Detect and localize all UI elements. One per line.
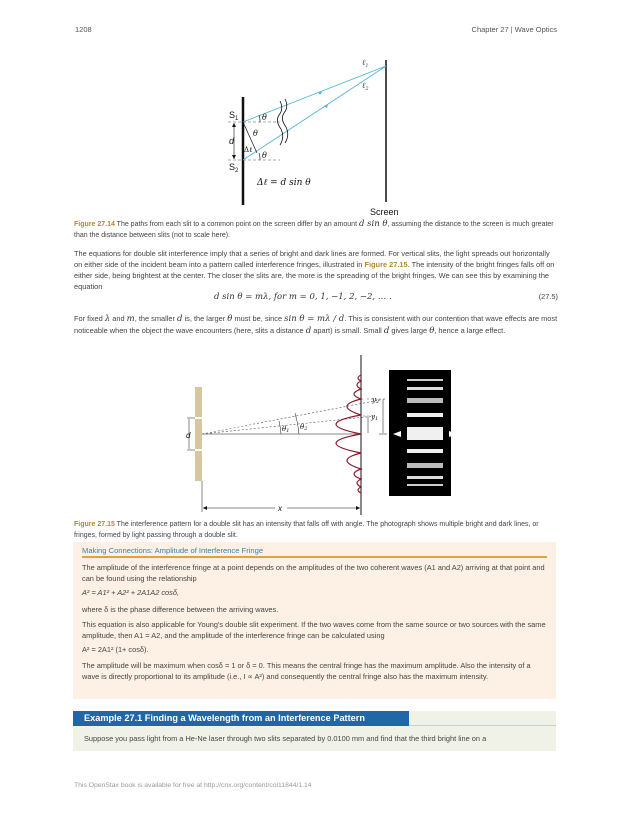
title-rule <box>82 556 547 558</box>
chapter-title: Chapter 27 | Wave Optics <box>471 25 557 34</box>
box-paragraph-1: The amplitude of the interference fringe at a point depends on the amplitudes of the two coherent waves (A1 and A2) arriving at that point and can be found using the relationship <box>82 563 545 583</box>
figure-27-14-diagram <box>200 52 430 217</box>
label-s1: $S_1$ <box>229 110 239 122</box>
paragraph-interference: The equations for double slit interference imply that a series of bright and dark lines are formed. For vertical slits, the light spreads out horizontally on either side of the incident beam into a pattern called interference fringes, illustrated in Figure 27.15. The intensity of the bright fringes falls off on either side, being brightest at the center. The closer the slits are, the more is the spreading of the bright fringes. We can see this by examining the equation <box>74 249 555 291</box>
paragraph-fixed-lambda: For fixed λ and m, the smaller d is, the larger θ must be, since sin θ = mλ / d. This is consistent with our contention that wave effects are most noticeable when the object the wave encounters (here, slits a distance d apart) is small. Small d gives large θ, hence a large effect. <box>74 314 558 336</box>
figure-27-15-caption: Figure 27.15 The interference pattern for a double slit has an intensity that falls off with angle. The photograph shows multiple bright and dark lines, or fringes, formed by light passing through a double slit. <box>74 521 539 539</box>
example-title: Example 27.1 Finding a Wavelength from an Interference Pattern <box>73 711 409 726</box>
figure-label: Figure 27.14 <box>74 221 115 228</box>
equation-label: Δℓ = d sin θ <box>257 178 311 188</box>
making-connections-title: Making Connections: Amplitude of Interference Fringe <box>82 546 264 555</box>
svg-text:θ1: θ1 <box>282 425 290 434</box>
equation-number: (27.5) <box>538 292 558 301</box>
fringe-photograph <box>389 370 457 496</box>
example-title-rule <box>409 725 556 726</box>
page-number: 1208 <box>75 25 92 34</box>
equation-27-5: d sin θ = mλ, for m = 0, 1, −1, 2, −2, … . (27.5) <box>214 292 558 302</box>
equation-equal-amplitude: A² = 2A1² (1+ cosδ). <box>82 645 149 654</box>
slit-plate-middle <box>195 419 202 449</box>
label-s2: $S_2$ <box>229 162 239 174</box>
example-27-1 <box>73 711 556 751</box>
svg-text:ℓ2: ℓ$_2$ <box>362 81 369 92</box>
making-connections-box <box>73 542 556 699</box>
box-paragraph-3: This equation is also applicable for Young's double slit experiment. If the two waves come from the same source or two sources with the same amplitude, then A1 = A2, and the amplitude of the interference fringe can be calculated using <box>82 620 546 640</box>
label-screen: Screen <box>370 207 399 217</box>
example-text: Suppose you pass light from a He-Ne laser through two slits separated by 0.0100 mm and find that the third bright line on a <box>84 734 487 743</box>
box-paragraph-2: where δ is the phase difference between the arriving waves. <box>82 605 279 614</box>
equation-amplitude: A² = A1² + A2² + 2A1A2 cosδ, <box>82 588 180 597</box>
figure-label: Figure 27.15 <box>74 521 115 528</box>
svg-text:y1: y1 <box>371 413 379 422</box>
svg-text:θ: θ <box>262 151 267 160</box>
svg-text:θ: θ <box>262 113 267 122</box>
svg-text:d: d <box>186 431 191 440</box>
svg-text:θ2: θ2 <box>300 423 308 432</box>
figure-27-15-link[interactable]: Figure 27.15 <box>364 260 408 269</box>
slit-plate-top <box>195 387 202 417</box>
svg-text:x: x <box>278 504 282 513</box>
svg-text:Δℓ: Δℓ <box>244 146 253 154</box>
svg-text:y2: y2 <box>372 396 380 405</box>
box-paragraph-4: The amplitude will be maximum when cosδ = 1 or δ = 0. This means the central fringe has the maximum amplitude. Also the intensity of a wave is directly proportional to its amplitude (i.e., I ∝ A²) and consequently the central fringe also has the maximum intensity. <box>82 661 531 681</box>
slit-plate-bottom <box>195 451 202 481</box>
figure-27-15-diagram <box>175 355 475 515</box>
footer-note: This OpenStax book is available for free at http://cnx.org/content/col11844/1.14 <box>74 782 312 789</box>
svg-text:ℓ1: ℓ$_1$ <box>362 58 369 69</box>
figure-27-14-caption: Figure 27.14 The paths from each slit to a common point on the screen differ by an amount d sin θ, assuming the distance to the screen is much greater than the distance between slits (not to scale here). <box>74 219 554 239</box>
svg-text:θ: θ <box>253 129 258 138</box>
label-d: d <box>229 136 235 146</box>
